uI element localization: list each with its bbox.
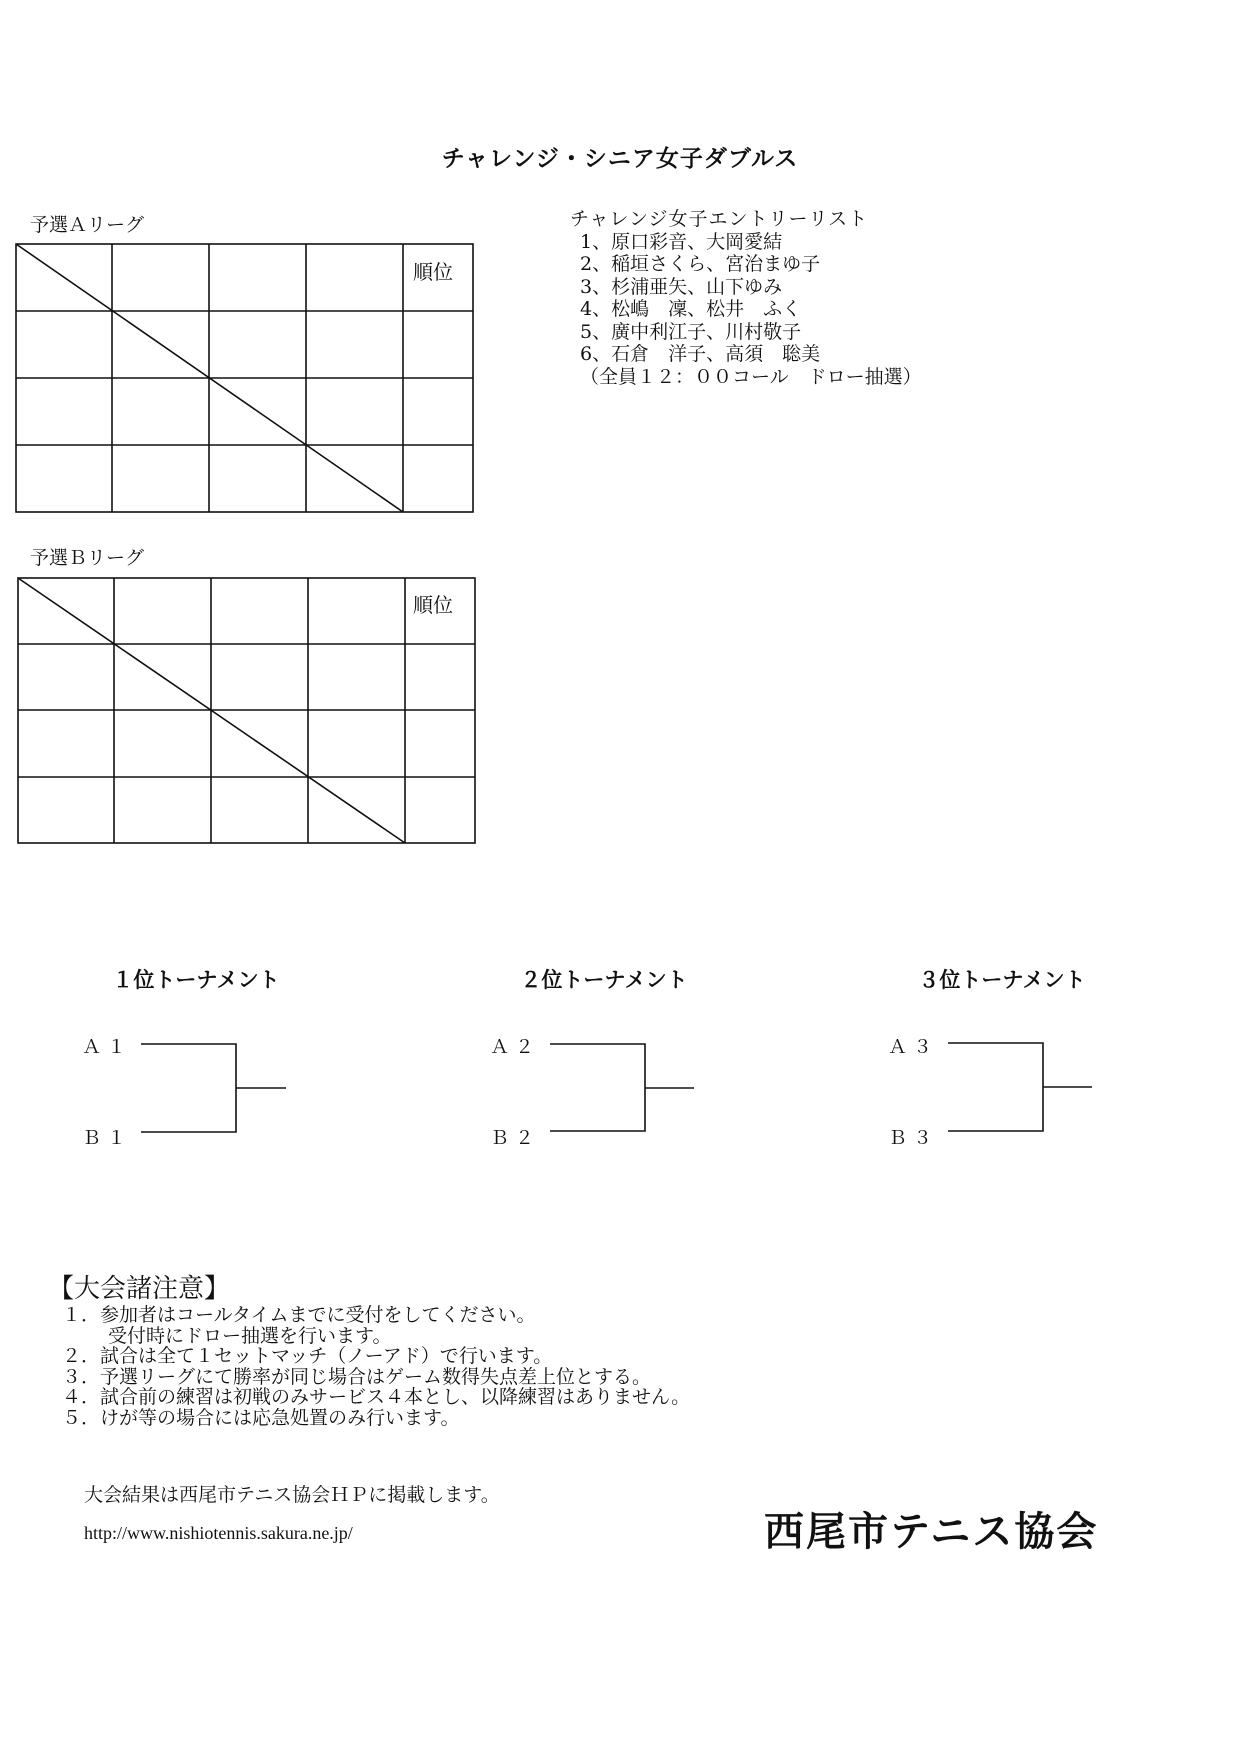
league-b-rank-header: 順位 — [413, 593, 453, 617]
tournament-3-title: ３位トーナメント — [918, 968, 1086, 992]
tournament-2-bottom-seed: Ｂ２ — [490, 1127, 541, 1149]
entry-item: 3、杉浦亜矢、山下ゆみ — [580, 275, 783, 298]
page-title: チャレンジ・シニア女子ダブルス — [441, 146, 799, 172]
note-item: ４．試合前の練習は初戦のみサービス４本とし、以降練習はありません。 — [62, 1386, 691, 1408]
league-b-label: 予選Ｂリーグ — [30, 547, 145, 569]
tournament-3-bottom-seed: Ｂ３ — [888, 1127, 939, 1149]
notes-heading: 【大会諸注意】 — [48, 1274, 231, 1304]
tournament-notes — [48, 1273, 690, 1428]
league-a-rank-header: 順位 — [413, 260, 453, 284]
tournament-2-top-seed: Ａ２ — [490, 1036, 541, 1058]
entry-item: 4、松嶋 凜、松井 ふく — [580, 298, 802, 320]
entry-item: 1、原口彩音、大岡愛結 — [580, 230, 783, 253]
tournament-2-bracket — [550, 1044, 645, 1131]
website-url: http://www.nishiotennis.sakura.ne.jp/ — [84, 1523, 353, 1543]
note-item: １．参加者はコールタイムまでに受付をしてください。 — [62, 1304, 536, 1326]
tournament-1-top-seed: Ａ１ — [82, 1036, 133, 1058]
note-item: 受付時にドロー抽選を行います。 — [108, 1324, 392, 1347]
entry-item: 2、稲垣さくら、宮治まゆ子 — [580, 253, 821, 275]
organization-name: 西尾市テニス協会 — [764, 1509, 1099, 1555]
entry-call-note: （全員１２：００コール ドロー抽選） — [580, 365, 922, 388]
tournament-1-title: １位トーナメント — [112, 968, 280, 992]
tournament-1-bracket — [141, 1044, 236, 1132]
tournament-2-title: ２位トーナメント — [520, 968, 688, 992]
tournament-1-bottom-seed: Ｂ１ — [82, 1127, 133, 1149]
entry-list-heading: チャレンジ女子エントリーリスト — [570, 208, 869, 230]
entry-item: 6、石倉 洋子、高須 聡美 — [580, 343, 821, 365]
entry-item: 5、廣中利江子、川村敬子 — [580, 320, 802, 343]
results-note: 大会結果は西尾市テニス協会ＨＰに掲載します。 — [84, 1484, 500, 1506]
league-a-label: 予選Ａリーグ — [30, 214, 145, 236]
tournament-3-bracket — [948, 1043, 1043, 1131]
note-item: ２．試合は全て１セットマッチ（ノーアド）で行います。 — [62, 1345, 553, 1367]
note-item: ３．予選リーグにて勝率が同じ場合はゲーム数得失点差上位とする。 — [62, 1365, 652, 1388]
tournament-3-top-seed: Ａ３ — [888, 1036, 939, 1058]
note-item: ５．けが等の場合には応急処置のみ行います。 — [62, 1406, 460, 1429]
